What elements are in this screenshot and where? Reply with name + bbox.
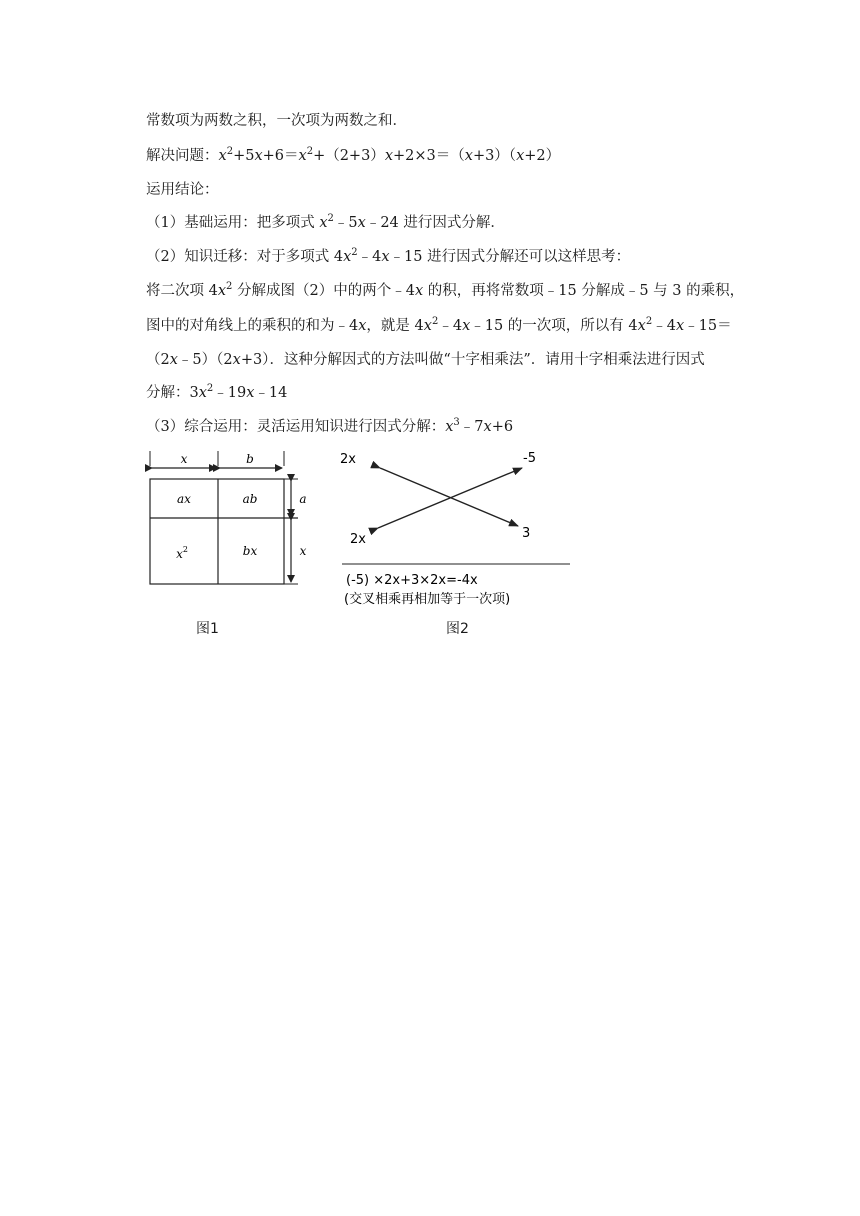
dim-label-b: b	[246, 452, 254, 466]
cell-x2: $x^2$	[176, 545, 188, 561]
paragraph-line-2: 解决问题：$x^2+5x+6=x^2+(2+3)x+2\times 3=(x+3)(x+2)$	[146, 146, 561, 164]
paragraph-line-9: 分解：$3x^2﹣19x﹣14$	[146, 383, 288, 401]
cross-line-down	[380, 468, 518, 526]
paragraph-line-3: 运用结论：	[146, 182, 219, 198]
cell-ax: ax	[177, 492, 191, 506]
term-top-right: -5	[523, 451, 536, 466]
term-top-left: 2x	[340, 452, 356, 467]
cell-bx: bx	[242, 544, 258, 558]
paragraph-line-6: 将二次项 $4x^2$ 分解成图（2）中的两个﹣4x 的积，再将常数项﹣15 分解成﹣5 与 3 的乘积，	[146, 281, 745, 299]
paragraph-line-1: 常数项为两数之积，一次项为两数之和．	[146, 113, 407, 129]
question-1: （1）基础运用：把多项式 $x^2﹣5x﹣24$ 进行因式分解．	[146, 213, 505, 231]
question-3: （3）综合运用：灵活运用知识进行因式分解：$x^3﹣7x+6$	[146, 417, 514, 435]
paragraph-line-8: （2x﹣5）（2x+3）．这种分解因式的方法叫做“十字相乘法”．请用十字相乘法进行因式	[146, 352, 705, 368]
figure-1-area-model	[140, 446, 320, 596]
term-bottom-right: 3	[522, 526, 531, 541]
cross-formula: (-5) ×2x+3×2x=-4x	[346, 573, 478, 588]
cross-note: (交叉相乘再相加等于一次项)	[344, 592, 511, 607]
dim-label-x: x	[180, 452, 188, 466]
figure-2-caption: 图2	[446, 621, 469, 637]
cell-ab: ab	[242, 492, 258, 506]
figure-2-cross-method	[330, 440, 580, 610]
dim-label-x-right: x	[299, 544, 307, 558]
question-2: （2）知识迁移：对于多项式 $4x^2﹣4x﹣15$ 进行因式分解还可以这样思考：	[146, 247, 631, 265]
dim-label-a: a	[299, 492, 307, 506]
figure-1-caption: 图1	[196, 621, 219, 637]
paragraph-line-7: 图中的对角线上的乘积的和为﹣4x，就是 $4x^2﹣4x﹣15$ 的一次项，所以有 $4x^2﹣4x﹣15=$	[146, 316, 732, 334]
term-bottom-left: 2x	[350, 532, 366, 547]
